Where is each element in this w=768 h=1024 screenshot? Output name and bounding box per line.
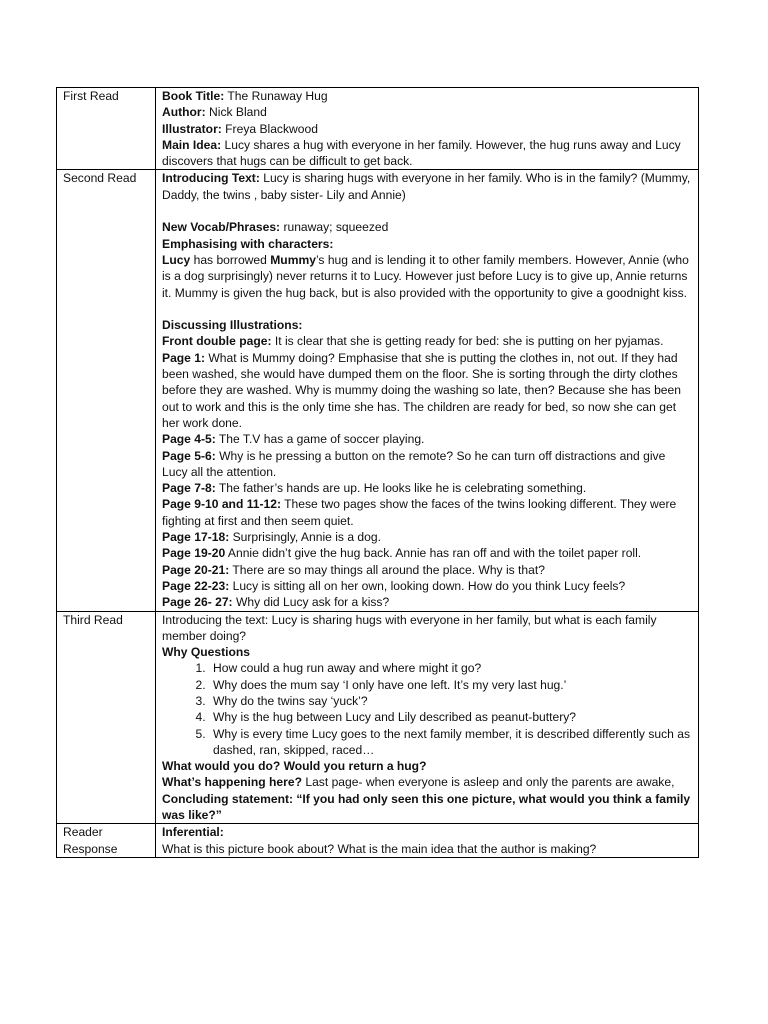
- table-row-third-read: [57, 611, 699, 824]
- what-would-you-do: [162, 758, 694, 774]
- emphasising-heading: [162, 236, 694, 252]
- row-content: [156, 88, 699, 170]
- page-text: Why is he pressing a button on the remote? So he can turn off distractions and give Lucy all the attention.: [162, 448, 666, 479]
- page-text: There are so may things all around the place. Why is that?: [229, 562, 545, 577]
- main-idea-line: [162, 137, 694, 170]
- field-label: Author:: [162, 105, 206, 120]
- heading-text: What would you do? Would you return a hug?: [162, 759, 427, 774]
- row-label-text: Second Read: [63, 171, 137, 186]
- book-title-line: [162, 88, 694, 104]
- field-value: Last page- when everyone is asleep and only the parents are awake,: [301, 775, 675, 790]
- inferential-heading: [162, 824, 694, 840]
- list-item: 2. Why does the mum say ‘I only have one left. It’s my very last hug.’: [209, 677, 694, 693]
- row-label: [57, 611, 156, 824]
- page-note-5-6: [162, 448, 694, 481]
- page-note-4-5: [162, 431, 694, 447]
- heading-text: Inferential:: [162, 825, 224, 840]
- page-text: Why did Lucy ask for a kiss?: [232, 595, 390, 610]
- page-text: The father’s hands are up. He looks like he is celebrating something.: [215, 481, 587, 496]
- page-note-7-8: [162, 480, 694, 496]
- page-text: Annie didn’t give the hug back. Annie has ran off and with the toilet paper roll.: [225, 546, 642, 561]
- heading-text: Why Questions: [162, 645, 251, 660]
- page-ref: Front double page:: [162, 334, 272, 349]
- row-content: [156, 170, 699, 611]
- emphasising-paragraph: [162, 252, 694, 301]
- inferential-question: What is this picture book about? What is the main idea that the author is making?: [162, 841, 597, 856]
- table-row-second-read: [57, 170, 699, 611]
- page-note-19-20: [162, 545, 694, 561]
- table-row-reader-response: [57, 824, 699, 858]
- bold-text: Lucy: [162, 252, 191, 267]
- page-note-9-12: [162, 496, 694, 529]
- field-value: Lucy shares a hug with everyone in her family. However, the hug runs away and Lucy discovers that hugs can be difficult to get back.: [162, 137, 681, 169]
- field-label: New Vocab/Phrases:: [162, 220, 281, 235]
- table-row-first-read: [57, 88, 699, 170]
- introducing-the-text: Introducing the text: Lucy is sharing hugs with everyone in her family, but what is each family member doing?: [162, 612, 657, 643]
- plain-text: ’s hug and is lending it to other family members. However, Annie (who is a dog surprisingly) never returns it to Lucy. However just before Lucy is to give up, Annie returns it. Mummy is given the hug back, but is also provided with the opportunity to give a goodnight kiss.: [162, 252, 689, 300]
- page-ref: Page 7-8:: [162, 481, 216, 496]
- author-line: [162, 104, 694, 120]
- heading-text: Emphasising with characters:: [162, 236, 334, 251]
- page-ref: Page 22-23:: [162, 578, 230, 593]
- list-item: 4. Why is the hug between Lucy and Lily described as peanut-buttery?: [209, 709, 694, 725]
- row-label-text: First Read: [63, 89, 119, 103]
- bold-text: Mummy: [270, 252, 316, 267]
- row-label-text: Reader Response: [63, 825, 118, 856]
- page-note-front: [162, 333, 694, 349]
- page-note-22-23: [162, 578, 694, 594]
- field-value: The Runaway Hug: [224, 89, 328, 103]
- row-content: [156, 824, 699, 858]
- field-label: What’s happening here?: [162, 775, 302, 790]
- row-label-text: Third Read: [63, 612, 123, 627]
- heading-text: Concluding statement: “If you had only seen this one picture, what would you think a family was like?”: [162, 791, 691, 823]
- page-note-1: [162, 350, 694, 431]
- page-text: These two pages show the faces of the twins looking different. They were fighting at first and then seem quiet.: [162, 497, 677, 528]
- field-label: Introducing Text:: [162, 171, 260, 186]
- illustrator-line: [162, 121, 694, 137]
- field-label: Illustrator:: [162, 121, 222, 136]
- page-ref: Page 17-18:: [162, 530, 230, 545]
- new-vocab: [162, 219, 694, 235]
- introducing-text: [162, 170, 694, 203]
- why-questions-list: [162, 660, 694, 758]
- field-value: Nick Bland: [205, 105, 267, 120]
- lesson-plan-table: [56, 87, 699, 858]
- page-ref: Page 20-21:: [162, 562, 230, 577]
- spacer: [162, 203, 694, 219]
- field-label: Book Title:: [162, 89, 225, 103]
- heading-text: Discussing Illustrations:: [162, 318, 303, 333]
- page-text: What is Mummy doing? Emphasise that she is putting the clothes in, not out. If they had been washed, she would have dumped them on the floor. She is sorting through the dirty clothes before they are washed. Why is mummy doing the washing so late, then? Because she has been out to work and this is the only time she has. The children are ready for bed, so now she can get her work done.: [162, 350, 681, 430]
- row-label: [57, 88, 156, 170]
- page-text: Lucy is sitting all on her own, looking down. How do you think Lucy feels?: [229, 578, 626, 593]
- page-ref: Page 1:: [162, 350, 206, 365]
- why-questions-heading: [162, 644, 694, 660]
- page-note-20-21: [162, 562, 694, 578]
- page-note-26-27: [162, 594, 694, 610]
- concluding-statement: [162, 791, 694, 824]
- page-ref: Page 5-6:: [162, 448, 216, 463]
- field-value: Freya Blackwood: [221, 121, 318, 136]
- page-text: The T.V has a game of soccer playing.: [215, 432, 425, 447]
- page-note-17-18: [162, 529, 694, 545]
- page-ref: Page 4-5:: [162, 432, 216, 447]
- list-item: 3. Why do the twins say ‘yuck’?: [209, 693, 694, 709]
- page-text: Surprisingly, Annie is a dog.: [229, 530, 381, 545]
- page-ref: Page 26- 27:: [162, 595, 233, 610]
- page-ref: Page 9-10 and 11-12:: [162, 497, 281, 512]
- field-value: Lucy is sharing hugs with everyone in her family. Who is in the family? (Mummy, Daddy, the twins , baby sister- Lily and Annie): [162, 171, 691, 202]
- whats-happening: [162, 774, 694, 790]
- page-text: It is clear that she is getting ready for bed: she is putting on her pyjamas.: [271, 334, 664, 349]
- field-label: Main Idea:: [162, 137, 222, 152]
- spacer: [162, 301, 694, 317]
- plain-text: has borrowed: [190, 252, 271, 267]
- row-label: [57, 170, 156, 611]
- row-label: [57, 824, 156, 858]
- row-content: [156, 611, 699, 824]
- field-value: runaway; squeezed: [280, 220, 389, 235]
- list-item: 5. Why is every time Lucy goes to the next family member, it is described differently such as dashed, ran, skipped, raced…: [209, 726, 694, 759]
- illustrations-heading: [162, 317, 694, 333]
- list-item: 1. How could a hug run away and where might it go?: [209, 660, 694, 676]
- page-ref: Page 19-20: [162, 546, 226, 561]
